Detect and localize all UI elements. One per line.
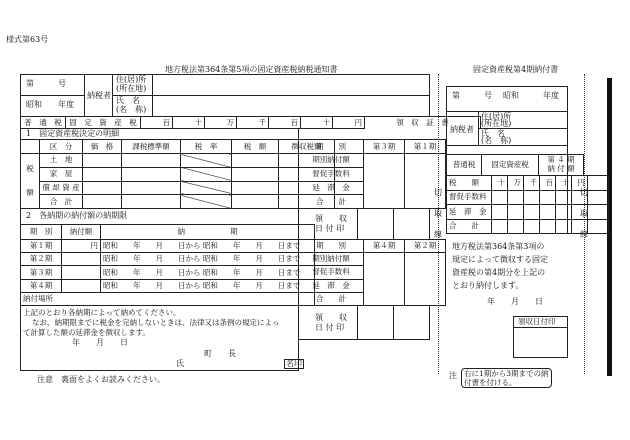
header-number: 第 号 — [26, 79, 66, 88]
stub-text-1: 地方税法第364条第3項の — [452, 242, 545, 251]
mayor-name: 氏 — [176, 359, 184, 368]
name-label-2: (名 称) — [116, 105, 147, 114]
receipt-title: 領 収 証 書 — [365, 117, 481, 129]
cut-line-label-2: 切 取 線 — [580, 188, 588, 239]
stub-text-2: 規定によって徴収する固定 — [452, 255, 548, 264]
notice-line-1: 上記のとおり各納期によって納めてください。 — [23, 308, 181, 317]
period-3: 第３期 — [21, 266, 62, 279]
footer-note: 注意 裏面をよくお読みください。 — [37, 375, 165, 384]
seal-mark: 名印 — [286, 359, 302, 368]
notice-date: 年 月 日 — [72, 338, 128, 347]
address-label-2: (所在地) — [116, 84, 147, 93]
cut-line-label-1: 切 取 線 — [434, 188, 442, 239]
receipt-block-2: 期 別 第４期 第２期 期別納付額 督促手数料 延 滞 金 合 計 — [298, 239, 446, 306]
period-1: 第１期 — [21, 240, 62, 253]
stub-tax-row: 普通税 固定資産税 第 ４ 期 納 付 額 — [446, 154, 584, 176]
stub-note-label: 注 — [449, 371, 457, 380]
section1-title: 1 固定資産税決定の明細 — [26, 129, 120, 138]
receipt-block-1: 期 別 第３期 第１期 期別納付額 督促手数料 延 滞 金 合 計 — [298, 139, 446, 209]
stub-text-4: とおり納付します。 — [452, 281, 524, 290]
notice-line-2: なお、納期限までに税金を完納しないときは、法律又は条例の規定によっ — [32, 318, 280, 327]
stub-text-3: 資産税の第4期分を上記の — [452, 268, 546, 277]
header-era: 昭和 年度 — [26, 100, 74, 109]
stub-title: 固定資産税第4期納付書 — [473, 65, 559, 74]
payment-place: 納付場所 — [21, 292, 315, 305]
name-label: 氏 名 — [116, 96, 140, 105]
assessment-table: 区 分 価 格 課税標準額 税 率 税 額 徴収税額 税 額 土 地 家 屋 償 却 資 産 合 計 — [20, 139, 335, 209]
period-schedule-table: 期 別 納付額 納 期 第１期 円 昭和 年 月 日から 昭和 年 月 日まで 第２期 昭和 年 月 日から 昭和 年 月 日まで 第３期 昭和 年 月 日から 昭和 年 月 日まで 第４期 昭和 年 月 日から 昭和 年 月 日まで 納付場所 — [20, 224, 315, 306]
form-number: 様式第63号 — [6, 35, 49, 44]
stub-amount-table: 税 額 十 万 千 百 十 円 督促手数料 延 滞 金 合 計 — [446, 175, 609, 234]
period-2: 第２期 — [21, 253, 62, 266]
row-depreciable: 償 却 資 産 — [40, 181, 83, 195]
row-house: 家 屋 — [40, 167, 83, 181]
tax-name: 固 定 資 産 税 — [66, 117, 141, 129]
taxpayer-label: 納税者 — [87, 91, 111, 100]
tax-row: 普 通 税 固 定 資 産 税 百 十 万 千 百 十 円 領 収 証 書 — [20, 116, 481, 129]
period-4: 第４期 — [21, 279, 62, 292]
section2-title: 2 各納期の納付額の納期限 — [26, 211, 128, 220]
tax-type: 普 通 税 — [21, 117, 66, 129]
main-title: 地方税法第364条第5項の固定資産税納税通知書 — [165, 65, 338, 74]
row-total: 合 計 — [40, 195, 83, 209]
mayor-title: 町 長 — [204, 349, 236, 358]
address-label: 住(居)所 — [116, 75, 147, 84]
notice-line-3: て計算した額の延滞金を徴収します。 — [23, 328, 150, 337]
row-land: 土 地 — [40, 154, 83, 168]
stub-date: 年 月 日 — [487, 297, 543, 306]
